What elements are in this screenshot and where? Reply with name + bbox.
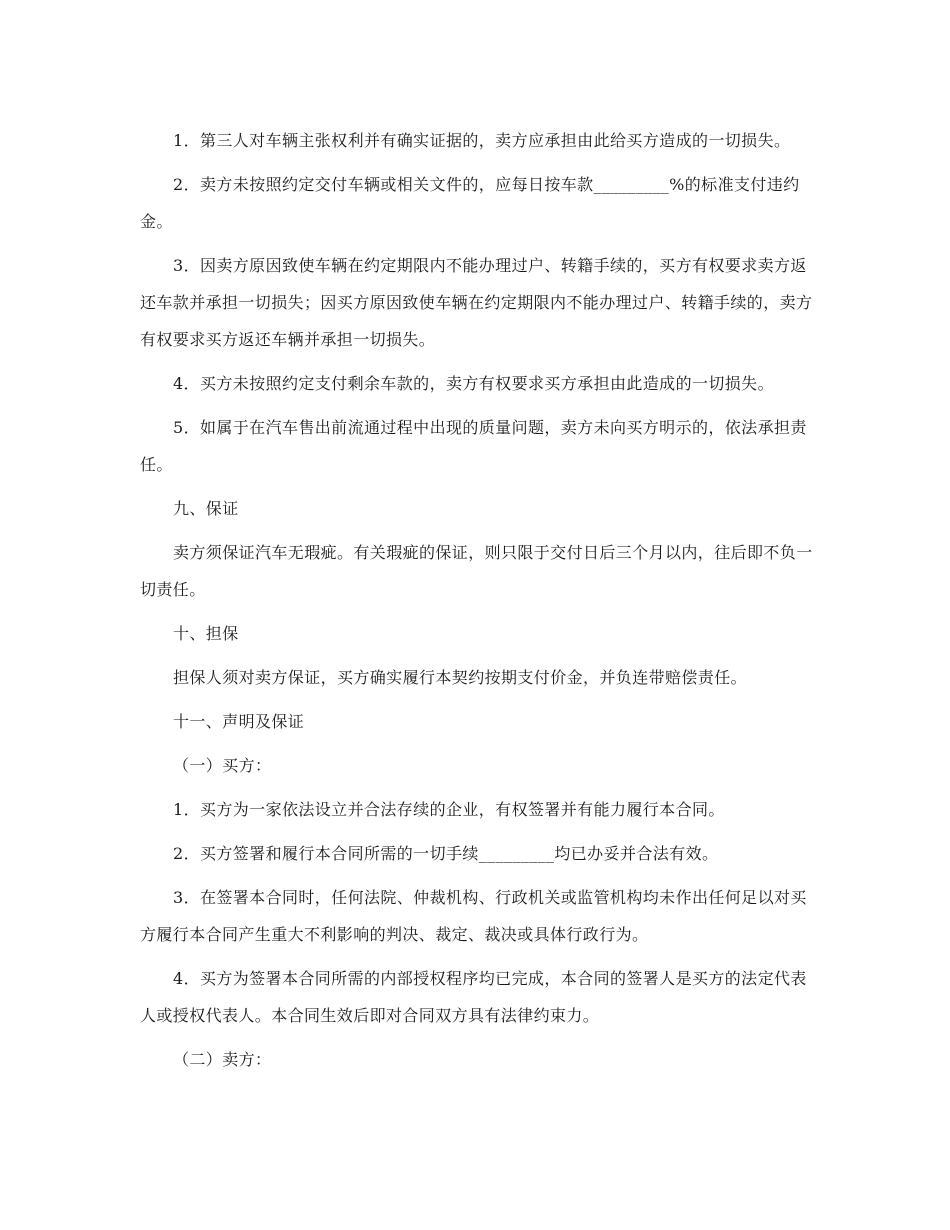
clause-paragraph: 4．买方未按照约定支付剩余车款的，卖方有权要求买方承担由此造成的一切损失。 — [173, 374, 774, 393]
clause-paragraph: 担保人须对卖方保证，买方确实履行本契约按期支付价金，并负连带赔偿责任。 — [173, 668, 748, 687]
clause-paragraph: 3．因卖方原因致使车辆在约定期限内不能办理过户、转籍手续的，买方有权要求卖方返还车款并承担一切损失；因买方原因致使车辆在约定期限内不能办理过户、转籍手续的，卖方有权要求买方返还车辆并承担一切损失。 — [140, 256, 813, 349]
clause-paragraph: 4．买方为签署本合同所需的内部授权程序均已完成，本合同的签署人是买方的法定代表人或授权代表人。本合同生效后即对合同双方具有法律约束力。 — [140, 969, 807, 1025]
subsection-heading: （一）买方： — [173, 756, 272, 775]
clause-paragraph: 卖方须保证汽车无瑕疵。有关瑕疵的保证，则只限于交付日后三个月以内，往后即不负一切责任。 — [140, 543, 813, 599]
clause-paragraph: 1．第三人对车辆主张权利并有确实证据的，卖方应承担由此给买方造成的一切损失。 — [173, 131, 791, 150]
clause-paragraph: 2．买方签署和履行本合同所需的一切手续_________均已办妥并合法有效。 — [173, 844, 719, 863]
section-heading: 十、担保 — [173, 624, 239, 643]
clause-paragraph: 2．卖方未按照约定交付车辆或相关文件的，应每日按车款_________%的标准支付违约金。 — [140, 175, 800, 231]
section-heading: 十一、声明及保证 — [173, 712, 305, 731]
clause-paragraph: 1．买方为一家依法设立并合法存续的企业，有权签署并有能力履行本合同。 — [173, 800, 725, 819]
section-heading: 九、保证 — [173, 499, 239, 518]
clause-paragraph: 3．在签署本合同时，任何法院、仲裁机构、行政机关或监管机构均未作出任何足以对买方履行本合同产生重大不利影响的判决、裁定、裁决或具体行政行为。 — [140, 888, 807, 944]
subsection-heading: （二）卖方： — [173, 1050, 272, 1069]
document-body — [140, 122, 816, 1078]
clause-paragraph: 5．如属于在汽车售出前流通过程中出现的质量问题，卖方未向买方明示的，依法承担责任。 — [140, 418, 807, 474]
